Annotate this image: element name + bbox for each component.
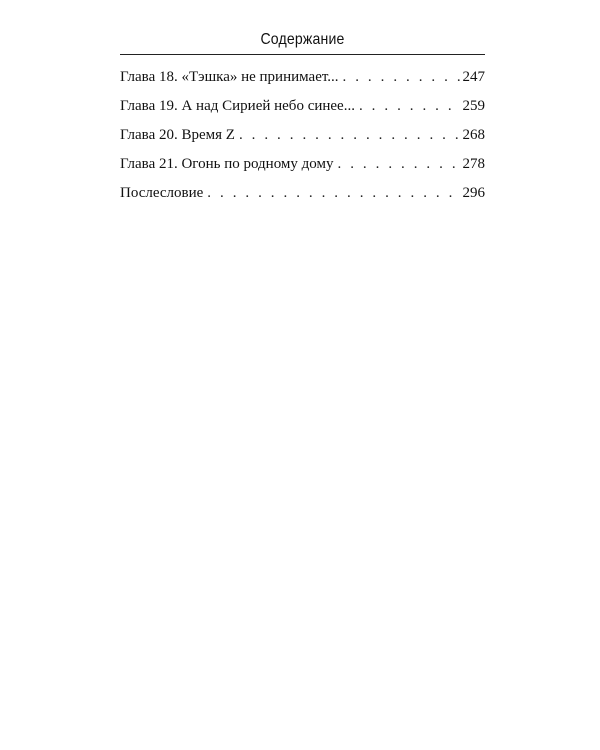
toc-entry [120,185,485,214]
toc-entry-page: 247 [462,69,485,85]
toc-entry-page: 278 [462,156,485,172]
dot-leader [203,185,460,202]
table-of-contents [120,69,485,214]
dot-leader [339,69,461,86]
toc-entry-page: 268 [462,127,485,143]
toc-entry-title: Глава 21. Огонь по родному дому [120,156,334,172]
toc-entry [120,98,485,127]
running-header: Содержание [260,31,345,48]
dot-leader [235,127,461,144]
toc-entry-page: 259 [462,98,485,114]
dot-leader [334,156,461,173]
header-rule [120,54,485,55]
toc-entry [120,156,485,185]
toc-entry-page: 296 [462,185,485,201]
toc-entry [120,69,485,98]
dot-leader [355,98,461,115]
toc-entry-title: Глава 19. А над Сирией небо синее... [120,98,355,114]
toc-entry-title: Послесловие [120,185,204,201]
toc-entry [120,127,485,156]
toc-entry-title: Глава 20. Время Z [120,127,235,143]
toc-entry-title: Глава 18. «Тэшка» не принимает... [120,69,339,85]
